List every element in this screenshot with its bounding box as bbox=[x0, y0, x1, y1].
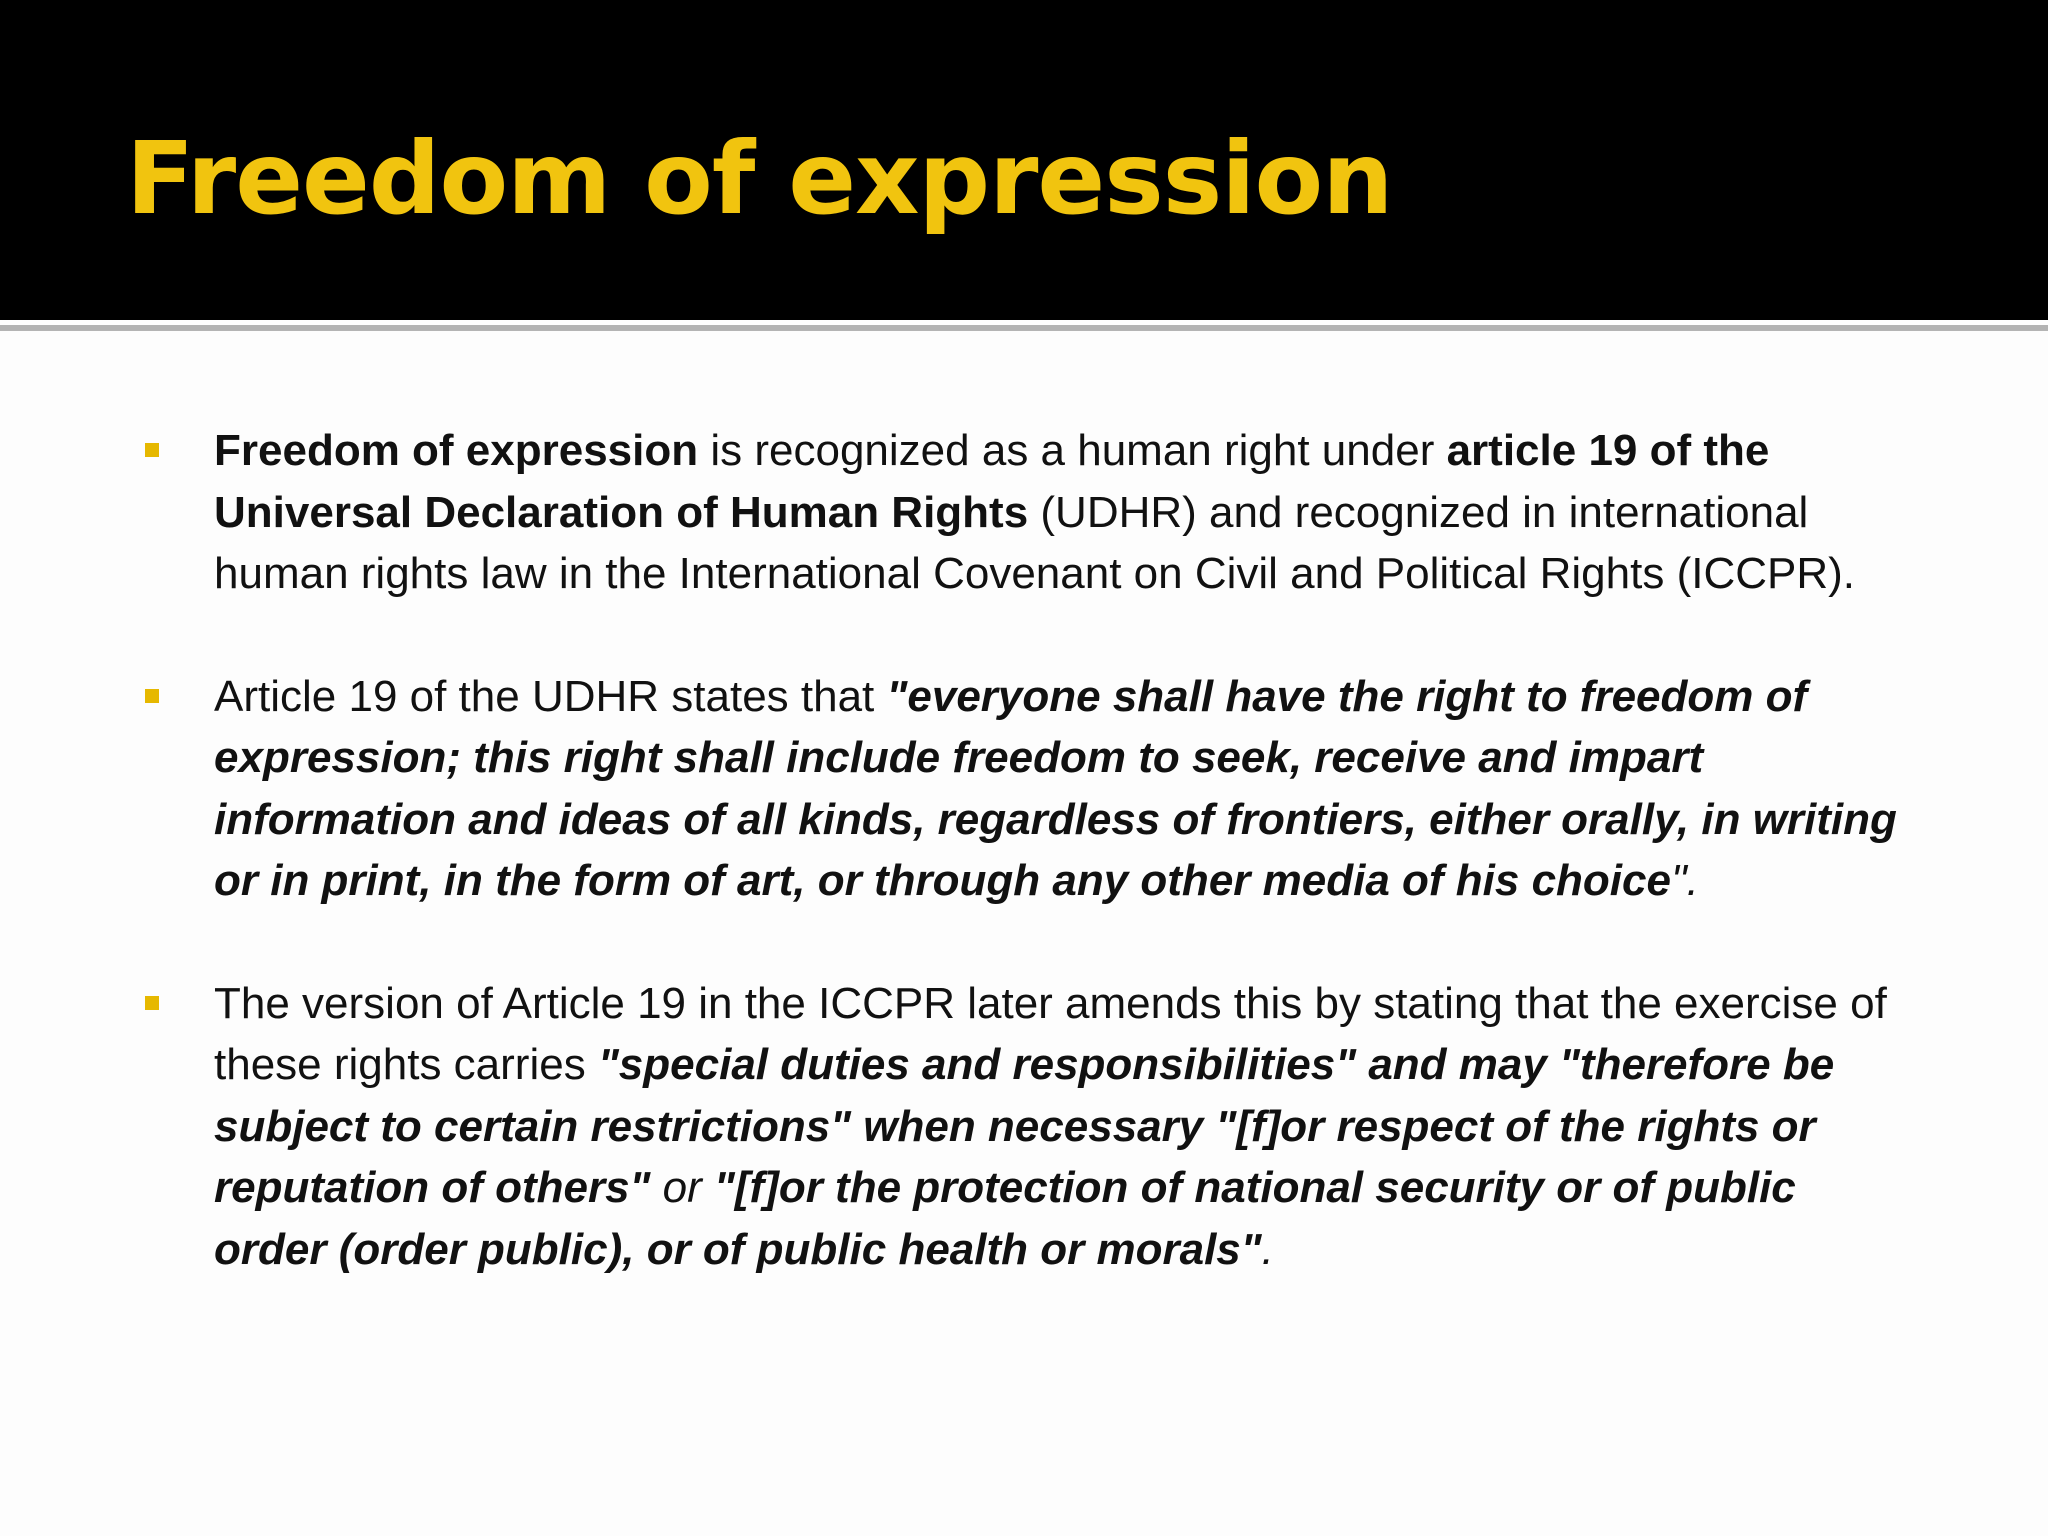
quote-text: "everyone shall have the right to freedom of expression; this right shall include freedom to seek, receive and impart information and ideas of all kinds, regardless of frontiers, either orally, in writing or in print, in the form of art, or through any other media of his choice bbox=[214, 671, 1897, 905]
square-bullet-icon bbox=[145, 443, 159, 457]
slide-title: Freedom of expression bbox=[126, 120, 1393, 237]
bullet-text-bold: article 19 of the Universal Declaration of Human Rights bbox=[214, 426, 1770, 537]
bullet-text: The version of Article 19 in the ICCPR later amends this by stating that the exercise of these rights carries bbox=[214, 978, 1887, 1089]
bullet-text: ". bbox=[1670, 856, 1699, 905]
square-bullet-icon bbox=[145, 689, 159, 703]
bullet-text-bold: Freedom of expression bbox=[214, 426, 699, 475]
bullet-item-udhr-recognition bbox=[140, 420, 1920, 605]
bullet-list bbox=[140, 420, 1920, 1341]
bullet-text: (UDHR) and recognized in international human rights law in the International Covenant on Civil and Political Rights (ICCPR). bbox=[214, 487, 1855, 598]
bullet-text: is recognized as a human right under bbox=[698, 426, 1447, 475]
bullet-text: Article 19 of the UDHR states that bbox=[214, 671, 887, 721]
bullet-text: or bbox=[650, 1163, 714, 1212]
quote-text: "special duties and responsibilities" and may "therefore be subject to certain restrictions" when necessary "[f]or respect of the rights or reputation of others" bbox=[214, 1040, 1835, 1212]
square-bullet-icon bbox=[145, 996, 159, 1010]
divider-grey bbox=[0, 325, 2048, 331]
bullet-text: . bbox=[1261, 1224, 1274, 1274]
title-bar bbox=[0, 0, 2048, 320]
quote-text: "[f]or the protection of national security or of public order (order public), or of public health or morals" bbox=[214, 1163, 1796, 1274]
bullet-item-iccpr-restrictions bbox=[140, 973, 1920, 1281]
bullet-item-article-19-quote bbox=[140, 666, 1920, 912]
